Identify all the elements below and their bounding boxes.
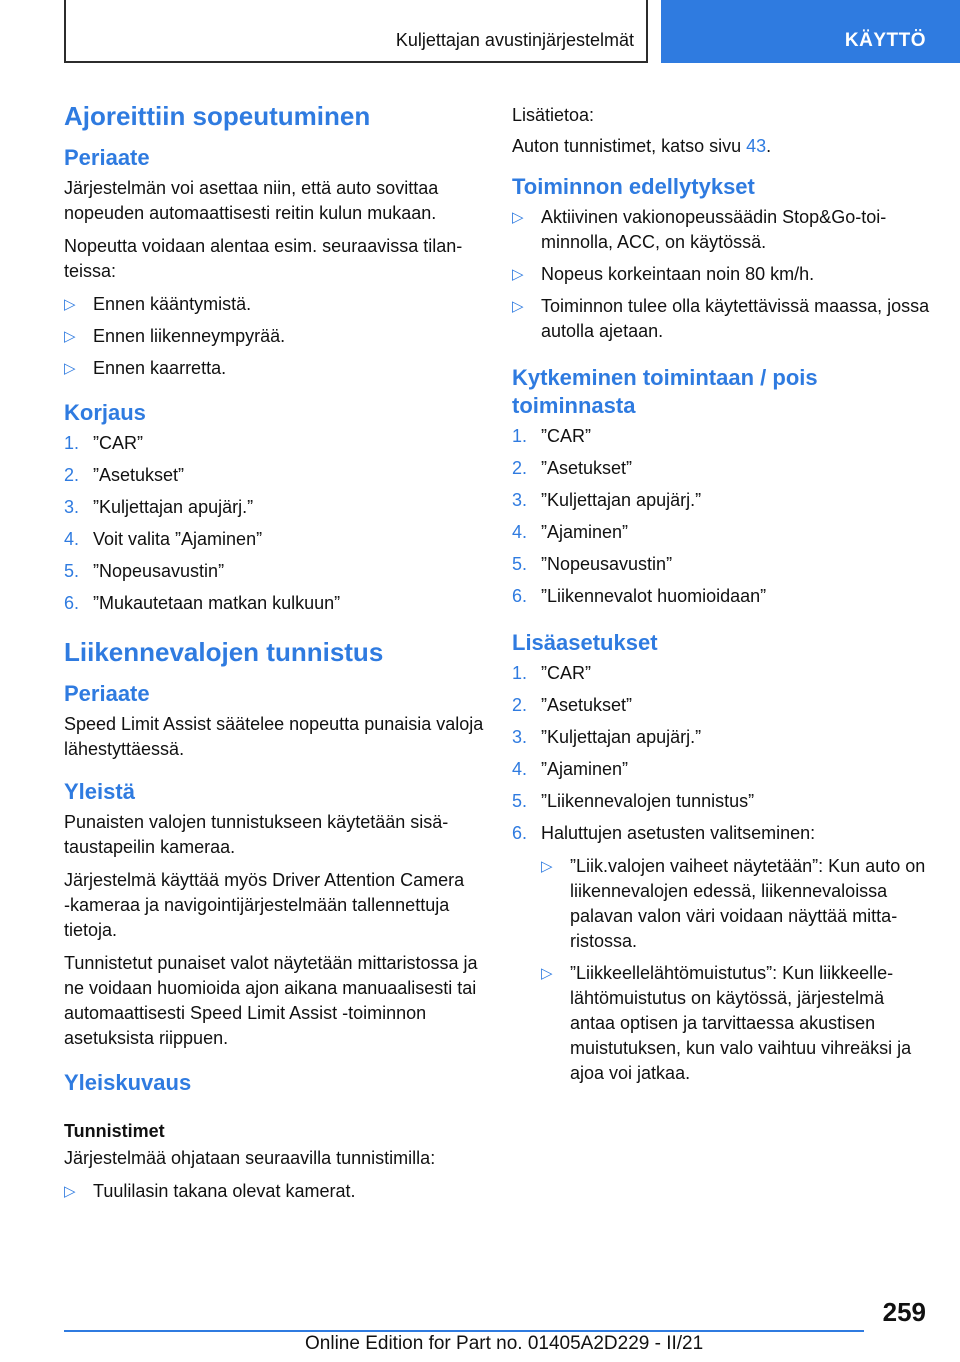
triangle-bullet-icon: ▷ bbox=[64, 296, 76, 313]
heading-principle: Periaate bbox=[64, 681, 150, 706]
list-item bbox=[64, 1179, 484, 1204]
list-item-text: ”Liik.valojen vaiheet näytetään”: Kun auto on liikennevalojen edessä, liikennevaloissa palavan valon väri voidaan näyttää mittaristossa. bbox=[570, 856, 926, 951]
step-text: ”Ajaminen” bbox=[541, 759, 629, 779]
running-header bbox=[64, 0, 648, 63]
bullet-list bbox=[512, 205, 932, 344]
list-item bbox=[512, 294, 932, 344]
paragraph: Punaisten valojen tunnistukseen käytetään sisätaustapeilin kameraa. bbox=[64, 812, 449, 857]
step-item bbox=[512, 424, 932, 449]
list-item-text: Ennen kääntymistä. bbox=[93, 294, 252, 314]
step-number: 4. bbox=[512, 759, 528, 779]
footer-divider bbox=[64, 1330, 864, 1332]
triangle-bullet-icon: ▷ bbox=[64, 1183, 76, 1200]
more-info-label: Lisätietoa: bbox=[512, 105, 595, 125]
paragraph: Järjestelmä käyttää myös Driver Attention Camera ‑kameraa ja navigointijärjestelmään tallennettuja tietoja. bbox=[64, 870, 465, 940]
list-item bbox=[512, 262, 932, 287]
page-number: 259 bbox=[882, 1297, 926, 1327]
numbered-steps bbox=[512, 661, 932, 1086]
step-number: 1. bbox=[512, 663, 528, 683]
step-text: ”Liikennevalojen tunnistus” bbox=[541, 791, 755, 811]
paragraph: Järjestelmän voi asettaa niin, että auto sovittaa nopeuden automaattisesti reitin kulun mukaan. bbox=[64, 178, 439, 223]
step-text: ”Kuljettajan apujärj.” bbox=[541, 727, 702, 747]
paragraph: Speed Limit Assist säätelee nopeutta punaisia valoja lähestyttäessä. bbox=[64, 714, 484, 759]
step-item bbox=[512, 693, 932, 718]
heading-route-adaptation: Ajoreittiin sopeutuminen bbox=[64, 101, 371, 131]
step-text: ”Liikennevalot huomioidaan” bbox=[541, 586, 767, 606]
list-item-text: Tuulilasin takana olevat kamerat. bbox=[93, 1181, 356, 1201]
list-item bbox=[512, 205, 932, 255]
step-number: 5. bbox=[512, 554, 528, 574]
edition-note: Online Edition for Part no. 01405A2D229 - II/21 bbox=[305, 1333, 704, 1354]
step-text: ”Ajaminen” bbox=[541, 522, 629, 542]
step-item bbox=[512, 520, 932, 545]
step-item bbox=[512, 488, 932, 513]
step-text: ”Asetukset” bbox=[541, 695, 633, 715]
step-number: 6. bbox=[512, 823, 528, 843]
paragraph: Nopeutta voidaan alentaa esim. seuraavissa tilanteissa: bbox=[64, 236, 463, 281]
step-number: 6. bbox=[64, 593, 80, 613]
step-item bbox=[512, 757, 932, 782]
right-column bbox=[512, 103, 932, 1096]
step-number: 1. bbox=[64, 433, 80, 453]
sub-bullet-list bbox=[541, 854, 932, 1086]
step-number: 3. bbox=[64, 497, 80, 517]
heading-requirements: Toiminnon edellytykset bbox=[512, 174, 755, 199]
step-item bbox=[64, 559, 484, 584]
step-text: ”Kuljettajan apujärj.” bbox=[541, 490, 702, 510]
step-text: ”Nopeusavustin” bbox=[541, 554, 673, 574]
cross-reference bbox=[512, 134, 932, 159]
triangle-bullet-icon: ▷ bbox=[64, 360, 76, 377]
triangle-bullet-icon: ▷ bbox=[64, 328, 76, 345]
left-column bbox=[64, 100, 484, 1214]
step-item bbox=[64, 495, 484, 520]
list-item-text: Toiminnon tulee olla käytettävissä maassa, jossa autolla ajetaan. bbox=[541, 296, 930, 341]
reference-text: Auton tunnistimet, katso sivu bbox=[512, 136, 747, 156]
step-item bbox=[512, 725, 932, 750]
step-text: ”CAR” bbox=[93, 433, 143, 453]
list-item bbox=[541, 854, 932, 954]
step-item bbox=[64, 527, 484, 552]
step-text: ”CAR” bbox=[541, 663, 591, 683]
heading-principle: Periaate bbox=[64, 145, 150, 170]
bullet-list bbox=[64, 292, 484, 381]
step-item bbox=[512, 661, 932, 686]
step-item bbox=[512, 584, 932, 609]
triangle-bullet-icon: ▷ bbox=[541, 858, 553, 875]
section-tab-label: KÄYTTÖ bbox=[844, 30, 926, 51]
step-item bbox=[512, 789, 932, 814]
reference-text: . bbox=[766, 136, 772, 156]
list-item-text: Nopeus korkeintaan noin 80 km/h. bbox=[541, 264, 815, 284]
step-text: ”CAR” bbox=[541, 426, 591, 446]
heading-traffic-lights: Liikennevalojen tunnistus bbox=[64, 637, 384, 667]
list-item bbox=[541, 961, 932, 1086]
list-item bbox=[64, 292, 484, 317]
triangle-bullet-icon: ▷ bbox=[541, 965, 553, 982]
step-item bbox=[64, 431, 484, 456]
step-number: 2. bbox=[64, 465, 80, 485]
chapter-title: Kuljettajan avustinjärjestelmät bbox=[395, 30, 634, 50]
step-item bbox=[64, 463, 484, 488]
heading-switching-on-off: Kytkeminen toimintaan / pois toiminnasta bbox=[512, 365, 818, 418]
list-item bbox=[64, 356, 484, 381]
step-text: Voit valita ”Ajaminen” bbox=[93, 529, 263, 549]
section-tab bbox=[661, 0, 960, 63]
step-number: 4. bbox=[512, 522, 528, 542]
step-item bbox=[512, 821, 932, 1086]
step-text: Haluttujen asetusten valitseminen: bbox=[541, 823, 816, 843]
step-text: ”Asetukset” bbox=[93, 465, 185, 485]
step-number: 4. bbox=[64, 529, 80, 549]
step-text: ”Mukautetaan matkan kulkuun” bbox=[93, 593, 341, 613]
step-number: 5. bbox=[512, 791, 528, 811]
step-item bbox=[512, 456, 932, 481]
step-text: ”Nopeusavustin” bbox=[93, 561, 225, 581]
heading-general: Yleistä bbox=[64, 779, 135, 804]
list-item-text: Ennen kaarretta. bbox=[93, 358, 227, 378]
triangle-bullet-icon: ▷ bbox=[512, 266, 524, 283]
step-number: 3. bbox=[512, 490, 528, 510]
paragraph: Tunnistetut punaiset valot näytetään mittaristossa ja ne voidaan huomioida ajon aikana manuaalisesti tai automaattisesti Speed Limit Assist ‑toiminnon asetuksista riippuen. bbox=[64, 953, 478, 1048]
step-text: ”Asetukset” bbox=[541, 458, 633, 478]
step-item bbox=[512, 552, 932, 577]
paragraph: Järjestelmää ohjataan seuraavilla tunnistimilla: bbox=[64, 1148, 436, 1168]
step-number: 2. bbox=[512, 458, 528, 478]
step-number: 3. bbox=[512, 727, 528, 747]
triangle-bullet-icon: ▷ bbox=[512, 298, 524, 315]
step-number: 5. bbox=[64, 561, 80, 581]
heading-correction: Korjaus bbox=[64, 400, 146, 425]
list-item-text: Aktiivinen vakionopeussäädin Stop&Go-toiminnolla, ACC, on käytössä. bbox=[541, 207, 887, 252]
heading-overview: Yleiskuvaus bbox=[64, 1070, 192, 1095]
bullet-list bbox=[64, 1179, 484, 1204]
list-item bbox=[64, 324, 484, 349]
step-number: 1. bbox=[512, 426, 528, 446]
step-item bbox=[64, 591, 484, 616]
list-item-text: ”Liikkeellelähtömuistutus”: Kun liikkeellelähtömuistutus on käytössä, järjestelmä antaa optisen ja tarvittaessa akustisen muistutuksen, kun valo vaihtuu vihreäksi ja ajoa voi jatkaa. bbox=[570, 963, 912, 1083]
triangle-bullet-icon: ▷ bbox=[512, 209, 524, 226]
page-reference-link[interactable]: 43 bbox=[746, 136, 767, 156]
numbered-steps bbox=[64, 431, 484, 616]
step-number: 6. bbox=[512, 586, 528, 606]
step-number: 2. bbox=[512, 695, 528, 715]
step-text: ”Kuljettajan apujärj.” bbox=[93, 497, 254, 517]
numbered-steps bbox=[512, 424, 932, 609]
heading-additional-settings: Lisäasetukset bbox=[512, 630, 658, 655]
list-item-text: Ennen liikenneympyrää. bbox=[93, 326, 286, 346]
heading-sensors: Tunnistimet bbox=[64, 1121, 165, 1141]
